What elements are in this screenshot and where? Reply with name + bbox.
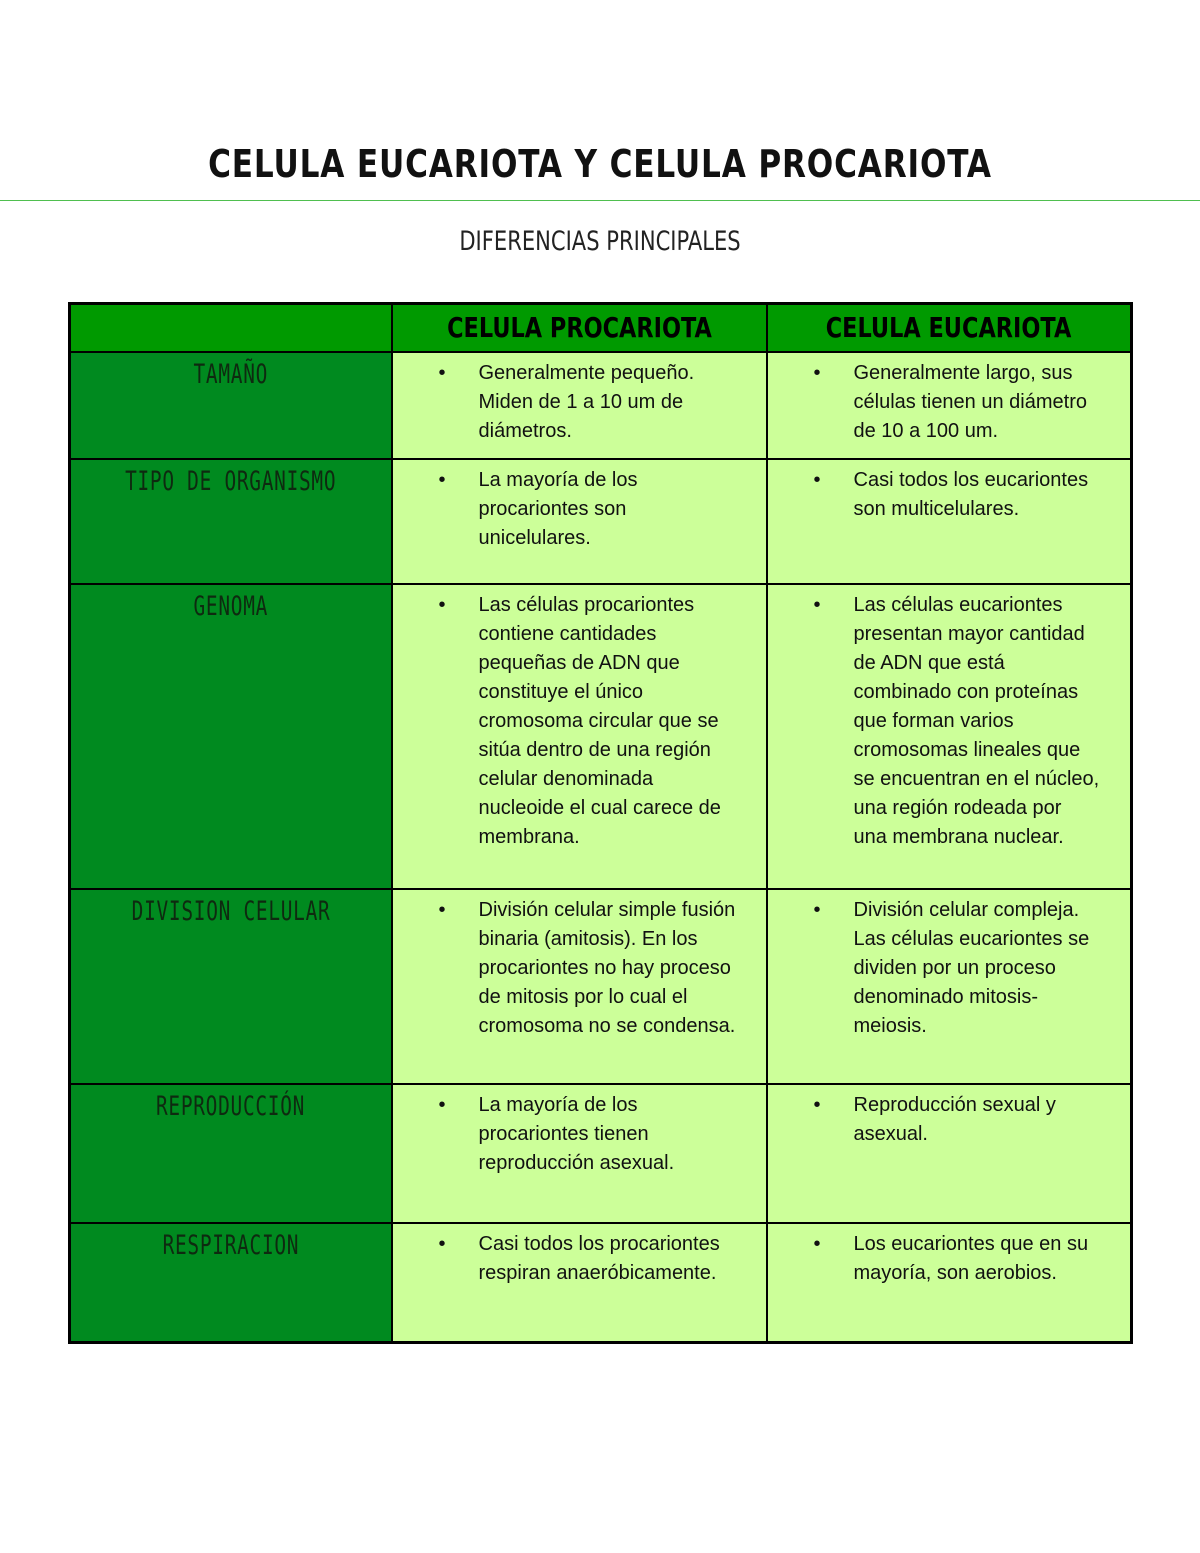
header-procariota-label: CELULA PROCARIOTA: [446, 311, 712, 345]
procariota-text: La mayoría de los procariontes son unicelulares.: [478, 468, 638, 549]
bullet-icon: •: [813, 1232, 821, 1255]
row-label: REPRODUCCIÓN: [156, 1090, 306, 1122]
bullet-icon: •: [438, 898, 446, 921]
table-header-row: [70, 304, 1132, 352]
table-row: [70, 1223, 1132, 1343]
header-empty-cell: [70, 304, 392, 352]
procariota-cell: [392, 352, 767, 459]
procariota-text: Las células procariontes contiene cantidades pequeñas de ADN que constituye el único cromosoma circular que se sitúa dentro de una región celular denominada nucleoide el cual carece de membrana.: [478, 593, 721, 848]
eucariota-cell: [767, 352, 1132, 459]
bullet-icon: •: [813, 361, 821, 384]
row-label-cell: [70, 352, 392, 459]
eucariota-text: Casi todos los eucariontes son multicelulares.: [853, 468, 1089, 520]
table-row: [70, 459, 1132, 584]
row-label-cell: [70, 1223, 392, 1343]
eucariota-text: Las células eucariontes presentan mayor cantidad de ADN que está combinado con proteínas que forman varios cromosomas lineales que se encuentran en el núcleo, una región rodeada por una membrana nuclear.: [853, 593, 1100, 848]
header-eucariota: [767, 304, 1132, 352]
procariota-cell: [392, 1084, 767, 1223]
row-label-cell: [70, 889, 392, 1084]
comparison-table: [68, 302, 1133, 1344]
header-procariota: [392, 304, 767, 352]
header-eucariota-label: CELULA EUCARIOTA: [825, 311, 1072, 345]
eucariota-cell: [767, 459, 1132, 584]
bullet-icon: •: [813, 898, 821, 921]
bullet-icon: •: [438, 1232, 446, 1255]
row-label: RESPIRACION: [162, 1229, 300, 1261]
table-row: [70, 584, 1132, 889]
eucariota-text: División celular compleja. Las células eucariontes se dividen por un proceso denominado mitosis- meiosis.: [853, 898, 1090, 1037]
row-label-cell: [70, 459, 392, 584]
procariota-text: Generalmente pequeño. Miden de 1 a 10 um de diámetros.: [478, 361, 695, 442]
row-label-cell: [70, 584, 392, 889]
row-label: TAMAÑO: [193, 358, 269, 390]
document-title: CELULA EUCARIOTA Y CELULA PROCARIOTA: [208, 142, 992, 186]
procariota-text: Casi todos los procariontes respiran anaeróbicamente.: [478, 1232, 720, 1284]
eucariota-text: Generalmente largo, sus células tienen un diámetro de 10 a 100 um.: [853, 361, 1087, 442]
procariota-cell: [392, 889, 767, 1084]
row-label: GENOMA: [193, 590, 269, 622]
eucariota-cell: [767, 1223, 1132, 1343]
bullet-icon: •: [438, 361, 446, 384]
eucariota-text: Reproducción sexual y asexual.: [853, 1093, 1056, 1145]
bullet-icon: •: [813, 593, 821, 616]
bullet-icon: •: [438, 593, 446, 616]
procariota-text: División celular simple fusión binaria (amitosis). En los procariontes no hay proceso de mitosis por lo cual el cromosoma no se condensa.: [478, 898, 736, 1037]
procariota-cell: [392, 584, 767, 889]
table-row: [70, 889, 1132, 1084]
eucariota-cell: [767, 1084, 1132, 1223]
row-label-cell: [70, 1084, 392, 1223]
procariota-cell: [392, 459, 767, 584]
row-label: DIVISION CELULAR: [131, 895, 331, 927]
row-label: TIPO DE ORGANISMO: [125, 465, 337, 497]
procariota-cell: [392, 1223, 767, 1343]
bullet-icon: •: [438, 1093, 446, 1116]
bullet-icon: •: [813, 1093, 821, 1116]
eucariota-cell: [767, 584, 1132, 889]
eucariota-cell: [767, 889, 1132, 1084]
bullet-icon: •: [438, 468, 446, 491]
table-row: [70, 1084, 1132, 1223]
bullet-icon: •: [813, 468, 821, 491]
table-row: [70, 352, 1132, 459]
eucariota-text: Los eucariontes que en su mayoría, son aerobios.: [853, 1232, 1089, 1284]
document-subtitle: DIFERENCIAS PRINCIPALES: [459, 226, 741, 257]
title-divider: [0, 200, 1200, 201]
procariota-text: La mayoría de los procariontes tienen reproducción asexual.: [478, 1093, 675, 1174]
